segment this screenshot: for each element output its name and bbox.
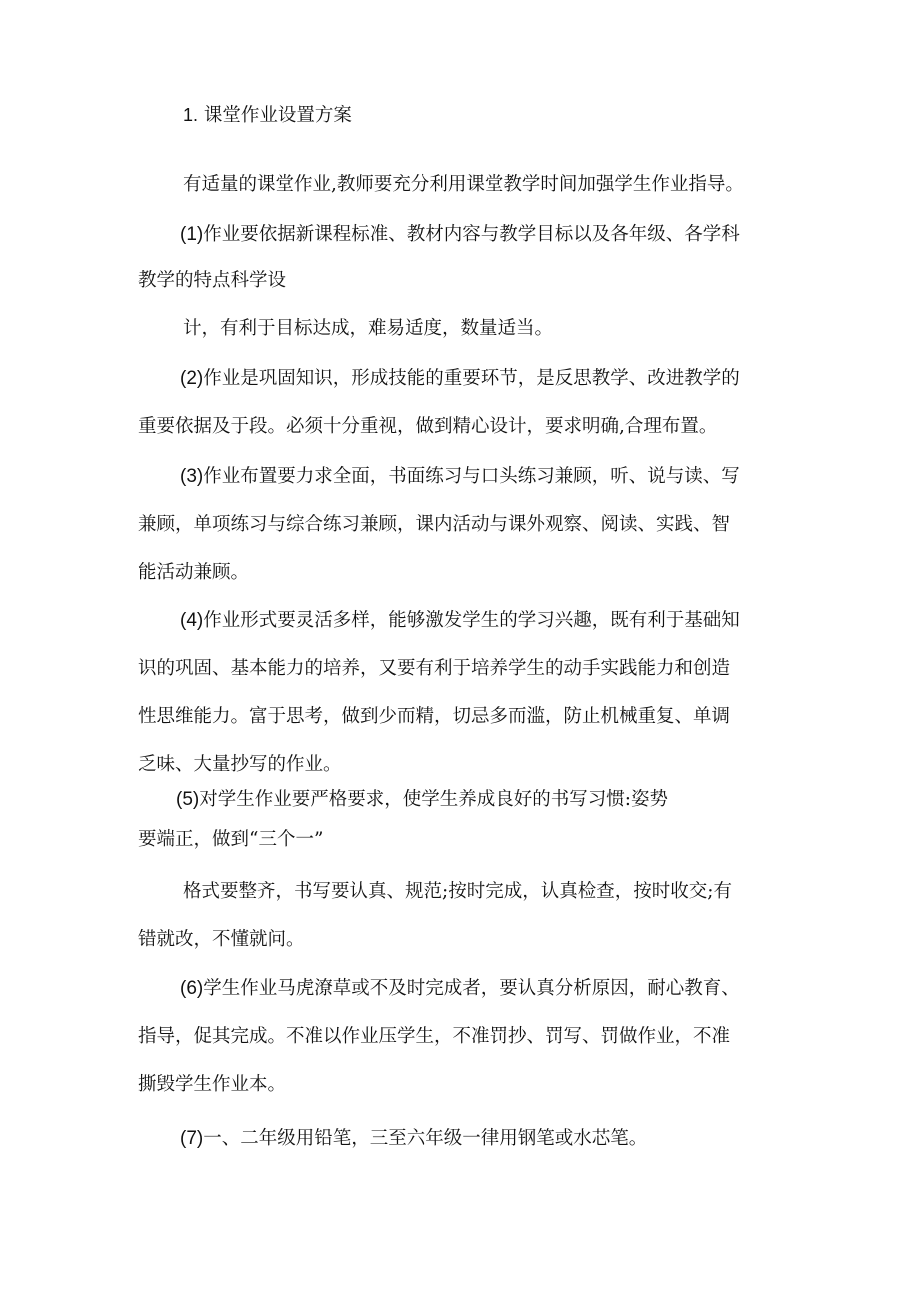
item-1-line bbox=[183, 316, 553, 342]
item-number: (7) bbox=[180, 1128, 204, 1149]
item-2-line bbox=[180, 366, 740, 392]
line-text: 教学的特点科学设 bbox=[138, 270, 287, 291]
item-6-line bbox=[180, 976, 740, 1002]
item-7-line bbox=[180, 1126, 647, 1152]
title-number: 1. bbox=[183, 105, 199, 125]
line-text: 有适量的课堂作业,教师要充分利用课堂教学时间加强学生作业指导。 bbox=[183, 174, 744, 195]
line-text: 乏味、大量抄写的作业。 bbox=[138, 754, 342, 775]
line-text: 计，有利于目标达成，难易适度，数量适当。 bbox=[183, 318, 554, 339]
item-4-line bbox=[138, 656, 730, 682]
title-text: 课堂作业设置方案 bbox=[203, 105, 352, 126]
line-text: 学生作业马虎潦草或不及时完成者，要认真分析原因，耐心教育、 bbox=[203, 978, 740, 999]
item-6-line bbox=[138, 1024, 730, 1050]
line-text: 作业布置要力求全面，书面练习与口头练习兼顾，听、说与读、写 bbox=[203, 466, 740, 487]
item-number: (5) bbox=[176, 789, 200, 810]
item-number: (4) bbox=[180, 610, 204, 631]
line-text: 重要依据及于段。必须十分重视，做到精心设计，要求明确,合理布置。 bbox=[138, 416, 718, 437]
line-text: 格式要整齐，书写要认真、规范;按时完成，认真检查，按时收交;有 bbox=[183, 881, 732, 902]
line-text: 错就改，不懂就问。 bbox=[138, 929, 305, 950]
line-text: 对学生作业要严格要求，使学生养成良好的书写习惯:姿势 bbox=[199, 789, 668, 810]
item-1-line bbox=[180, 222, 740, 248]
item-number: (1) bbox=[180, 224, 204, 245]
item-number: (3) bbox=[180, 466, 204, 487]
line-text: 一、二年级用铅笔，三至六年级一律用钢笔或水芯笔。 bbox=[203, 1128, 648, 1149]
item-5-line bbox=[183, 879, 732, 905]
line-text: 识的巩固、基本能力的培养，又要有利于培养学生的动手实践能力和创造 bbox=[138, 658, 731, 679]
line-text: 指导，促其完成。不准以作业压学生，不准罚抄、罚写、罚做作业，不准 bbox=[138, 1026, 731, 1047]
item-number: (2) bbox=[180, 368, 204, 389]
item-3-line bbox=[138, 512, 730, 538]
line-text: 兼顾，单项练习与综合练习兼顾，课内活动与课外观察、阅读、实践、智 bbox=[138, 514, 731, 535]
item-5-line bbox=[138, 927, 305, 953]
item-5-line bbox=[176, 787, 668, 813]
item-4-line bbox=[180, 608, 740, 634]
line-text: 作业是巩固知识，形成技能的重要环节，是反思教学、改进教学的 bbox=[203, 368, 740, 389]
line-text: 性思维能力。富于思考，做到少而精，切忌多而滥，防止机械重复、单调 bbox=[138, 706, 731, 727]
item-number: (6) bbox=[180, 978, 204, 999]
line-text: 作业要依据新课程标准、教材内容与教学目标以及各年级、各学科 bbox=[203, 224, 740, 245]
item-5-line bbox=[138, 827, 323, 853]
item-4-line bbox=[138, 704, 730, 730]
line-text: 撕毁学生作业本。 bbox=[138, 1074, 287, 1095]
item-3-line bbox=[138, 560, 249, 586]
line-text: 能活动兼顾。 bbox=[138, 562, 250, 583]
item-6-line bbox=[138, 1072, 286, 1098]
item-3-line bbox=[180, 464, 740, 490]
document-title bbox=[183, 102, 352, 128]
item-4-line bbox=[138, 752, 342, 778]
item-2-line bbox=[138, 414, 717, 440]
line-text: 要端正，做到“三个一” bbox=[138, 829, 324, 850]
item-1-line bbox=[138, 268, 286, 294]
paragraph-intro-line bbox=[183, 172, 744, 198]
line-text: 作业形式要灵活多样，能够激发学生的学习兴趣，既有利于基础知 bbox=[203, 610, 740, 631]
